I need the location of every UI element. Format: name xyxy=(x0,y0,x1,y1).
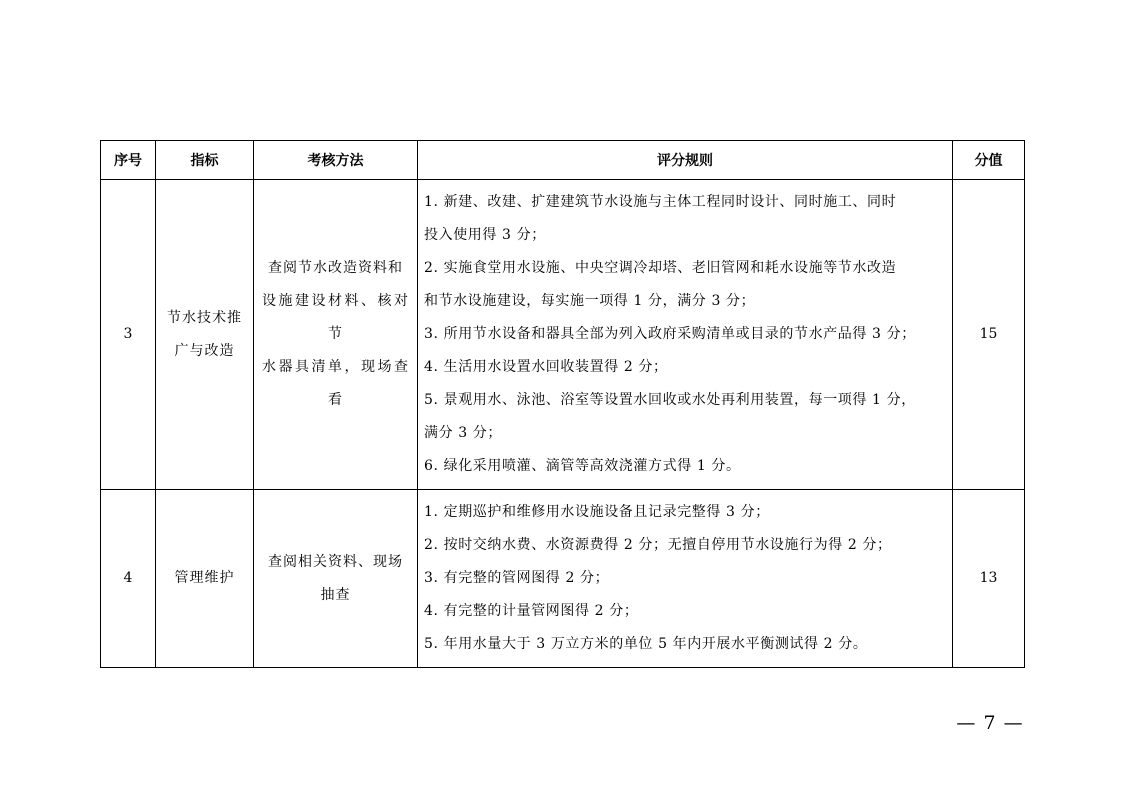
row-indicator-cell xyxy=(156,180,254,490)
rule-line: 5. 景观用水、泳池、浴室等设置水回收或水处再利用装置，每一项得 1 分， xyxy=(424,392,916,408)
row-indicator-cell xyxy=(156,490,254,668)
header-score: 分值 xyxy=(953,141,1025,180)
rule-line: 1. 新建、改建、扩建建筑节水设施与主体工程同时设计、同时施工、同时 xyxy=(424,194,897,210)
method-line: 水器具清单，现场查看 xyxy=(262,359,409,408)
row-rules-cell xyxy=(418,180,953,490)
row-method-cell xyxy=(254,490,418,668)
header-index: 序号 xyxy=(101,141,156,180)
page-number: — 7 — xyxy=(956,712,1024,734)
method-line: 查阅节水改造资料和 xyxy=(268,260,403,276)
indicator-line: 节水技术推 xyxy=(167,309,242,326)
rule-line: 3. 所用节水设备和器具全部为列入政府采购清单或目录的节水产品得 3 分； xyxy=(424,326,916,342)
scoring-table xyxy=(100,140,1025,668)
row-score: 13 xyxy=(979,570,998,586)
method-line: 抽查 xyxy=(320,586,351,603)
rule-line: 5. 年用水量大于 3 万立方米的单位 5 年内开展水平衡测试得 2 分。 xyxy=(424,636,868,652)
rule-line: 投入使用得 3 分； xyxy=(424,227,546,243)
row-score-cell xyxy=(953,490,1025,668)
rule-line: 2. 实施食堂用水设施、中央空调冷却塔、老旧管网和耗水设施等节水改造 xyxy=(424,260,897,276)
indicator-line: 管理维护 xyxy=(174,570,235,586)
method-line: 查阅相关资料、现场 xyxy=(268,553,403,570)
header-indicator: 指标 xyxy=(156,141,254,180)
method-line: 设施建设材料、核对节 xyxy=(262,293,409,342)
rule-line: 4. 生活用水设置水回收装置得 2 分； xyxy=(424,359,668,375)
rule-line: 4. 有完整的计量管网图得 2 分； xyxy=(424,603,639,619)
table-row xyxy=(101,490,1025,668)
indicator-line: 广与改造 xyxy=(174,342,235,359)
rule-line: 和节水设施建设，每实施一项得 1 分，满分 3 分； xyxy=(424,293,756,309)
header-method: 考核方法 xyxy=(254,141,418,180)
row-method-cell xyxy=(254,180,418,490)
row-index: 4 xyxy=(123,570,133,586)
row-index-cell xyxy=(101,490,156,668)
row-score-cell xyxy=(953,180,1025,490)
table-row xyxy=(101,180,1025,490)
row-rules-cell xyxy=(418,490,953,668)
row-score: 15 xyxy=(979,326,998,342)
rule-line: 1. 定期巡护和维修用水设施设备且记录完整得 3 分； xyxy=(424,504,770,520)
rule-line: 2. 按时交纳水费、水资源费得 2 分；无擅自停用节水设施行为得 2 分； xyxy=(424,537,892,553)
header-rules: 评分规则 xyxy=(418,141,953,180)
rule-line: 满分 3 分； xyxy=(424,425,503,441)
table-header-row xyxy=(101,141,1025,180)
row-index: 3 xyxy=(123,326,133,342)
rule-line: 3. 有完整的管网图得 2 分； xyxy=(424,570,610,586)
row-index-cell xyxy=(101,180,156,490)
rule-line: 6. 绿化采用喷灌、滴管等高效浇灌方式得 1 分。 xyxy=(424,458,741,474)
